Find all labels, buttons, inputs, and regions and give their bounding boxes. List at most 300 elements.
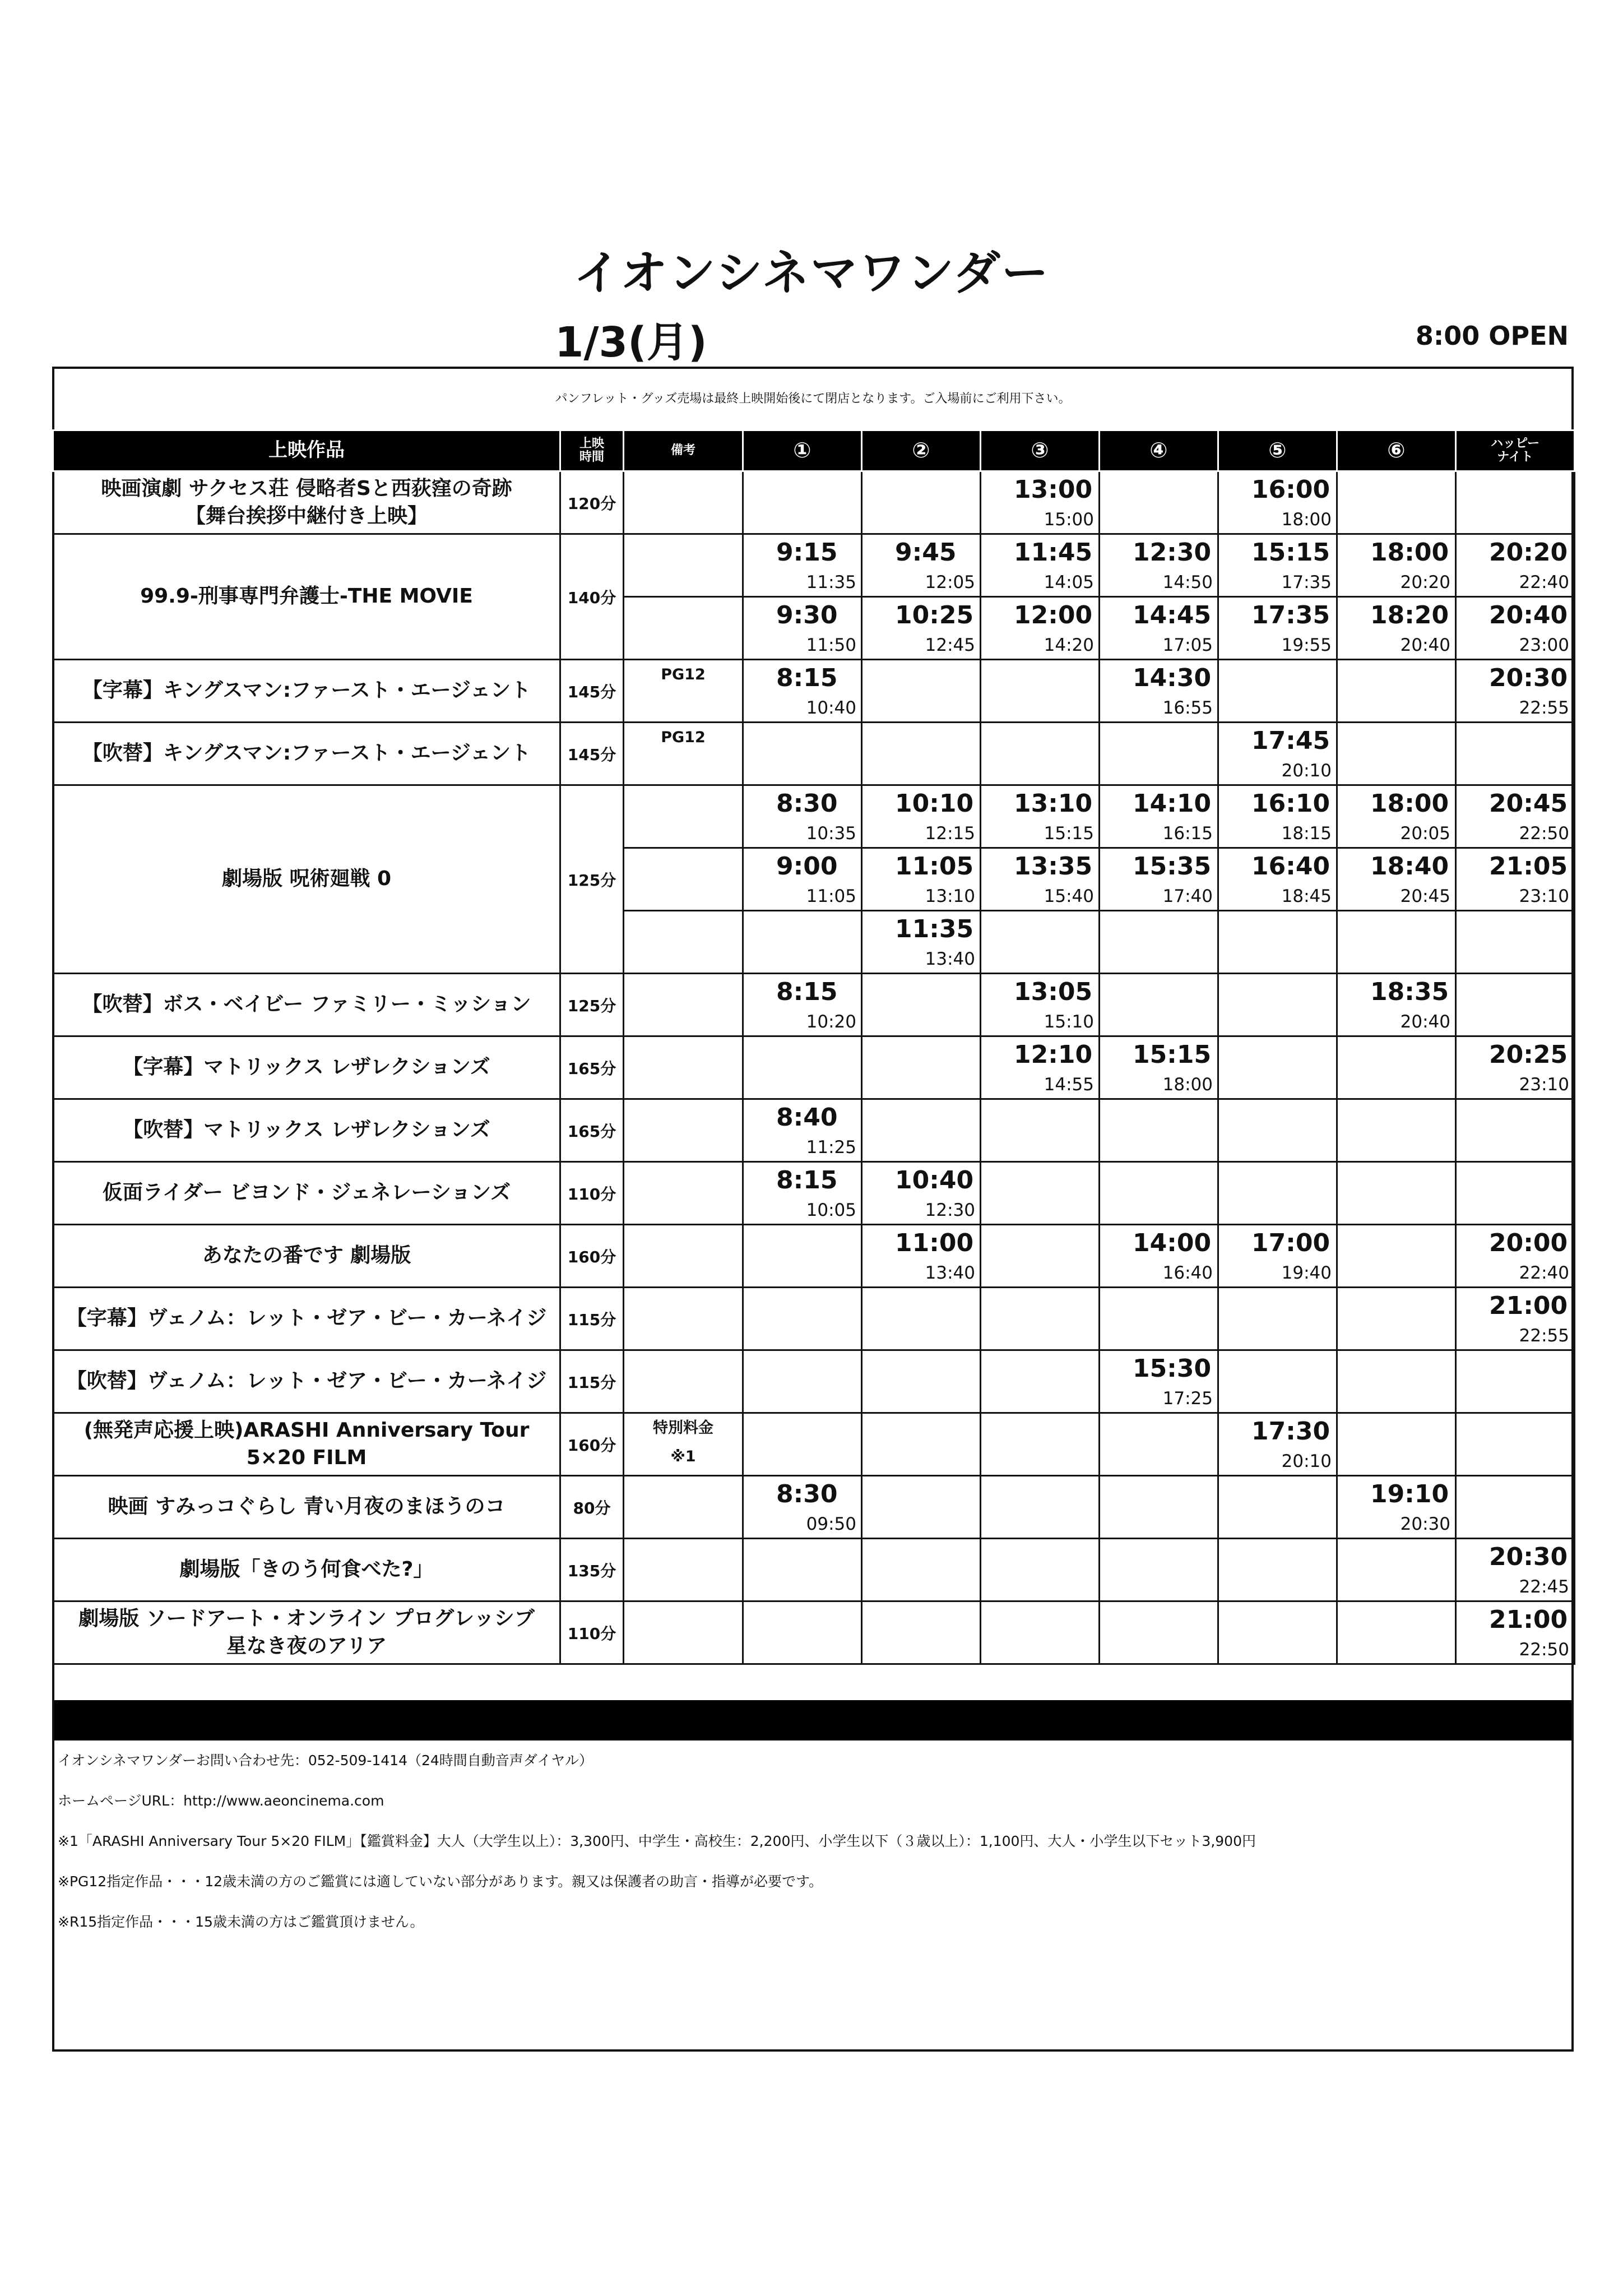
showtime-slot	[981, 534, 1100, 597]
movie-title: 劇場版 呪術廻戦 0	[53, 785, 560, 974]
end-time: 20:40	[1400, 1012, 1450, 1032]
start-time: 8:30	[776, 789, 838, 818]
showtime-slot	[981, 974, 1100, 1036]
end-time: 19:40	[1281, 1263, 1332, 1283]
showtime-slot	[743, 471, 862, 534]
movie-row	[53, 1476, 1575, 1539]
showtime-slot	[862, 1601, 981, 1664]
happy-night-slot	[1456, 1601, 1575, 1664]
end-time: 23:00	[1519, 635, 1569, 655]
header-slot-2: ②	[862, 430, 981, 471]
start-time: 18:00	[1370, 789, 1449, 818]
end-time: 18:00	[1162, 1075, 1213, 1095]
movie-title: 【字幕】キングスマン:ファースト・エージェント	[53, 660, 560, 723]
showtime-slot	[1218, 1162, 1337, 1225]
showtime-slot	[1337, 471, 1456, 534]
start-time: 15:15	[1133, 1040, 1212, 1069]
header-row	[53, 430, 1575, 471]
movie-row	[53, 723, 1575, 785]
movie-row	[53, 1539, 1575, 1601]
movie-note	[624, 974, 743, 1036]
movie-title: 劇場版「きのう何食べた?」	[53, 1539, 560, 1601]
happy-night-slot	[1456, 723, 1575, 785]
showtime-slot	[1218, 974, 1337, 1036]
start-time: 21:05	[1489, 852, 1568, 881]
showtime-slot	[1100, 1036, 1218, 1099]
happy-night-slot	[1456, 471, 1575, 534]
start-time: 13:05	[1014, 978, 1093, 1006]
shop-notice: パンフレット・グッズ売場は最終上映開始後にて閉店となります。ご入場前にご利用下さい。	[555, 392, 1071, 406]
start-time: 12:00	[1014, 601, 1093, 629]
end-time: 14:50	[1162, 572, 1213, 592]
showtime-slot	[1100, 911, 1218, 974]
showtime-slot	[1218, 597, 1337, 660]
showtime-slot	[1218, 1350, 1337, 1413]
movie-title: 【吹替】ヴェノム：レット・ゼア・ビー・カーネイジ	[53, 1350, 560, 1413]
showtime-slot	[743, 1601, 862, 1664]
showtime-slot	[1100, 1225, 1218, 1288]
showtime-slot	[1337, 1099, 1456, 1162]
showtime-slot	[1337, 1036, 1456, 1099]
showtime-slot	[981, 1539, 1100, 1601]
showtime-slot	[981, 1413, 1100, 1476]
movie-row	[53, 974, 1575, 1036]
showtime-slot	[981, 723, 1100, 785]
movie-title: 【吹替】マトリックス レザレクションズ	[53, 1099, 560, 1162]
showtime-slot	[1100, 1350, 1218, 1413]
showtime-slot	[1218, 1288, 1337, 1350]
start-time: 18:35	[1370, 978, 1449, 1006]
movie-note	[624, 1288, 743, 1350]
end-time: 11:05	[806, 886, 856, 906]
showtime-slot	[1100, 1476, 1218, 1539]
movie-duration: 110分	[560, 1601, 624, 1664]
end-time: 12:15	[925, 823, 975, 844]
header-slot-6: ⑥	[1337, 430, 1456, 471]
movie-duration: 120分	[560, 471, 624, 534]
start-time: 21:00	[1489, 1605, 1568, 1634]
header-note: 備考	[624, 430, 743, 471]
start-time: 9:15	[776, 538, 838, 567]
showtime-slot	[1337, 1413, 1456, 1476]
showtime-slot	[1100, 660, 1218, 723]
movie-row	[53, 1225, 1575, 1288]
showtime-slot	[1100, 723, 1218, 785]
happy-night-slot	[1456, 974, 1575, 1036]
start-time: 18:00	[1370, 538, 1449, 567]
start-time: 10:40	[895, 1166, 974, 1195]
happy-night-slot	[1456, 1288, 1575, 1350]
movie-duration: 110分	[560, 1162, 624, 1225]
movie-note: PG12	[624, 660, 743, 723]
showtime-slot	[1337, 785, 1456, 848]
end-time: 18:15	[1281, 823, 1332, 844]
showtime-slot	[862, 785, 981, 848]
end-time: 16:15	[1162, 823, 1213, 844]
start-time: 10:25	[895, 601, 974, 629]
showtime-slot	[743, 1099, 862, 1162]
showtime-slot	[862, 974, 981, 1036]
start-time: 16:00	[1251, 475, 1330, 504]
start-time: 8:30	[776, 1480, 838, 1508]
showtime-slot	[1218, 471, 1337, 534]
showtime-slot	[1218, 1539, 1337, 1601]
divider-bar	[54, 1700, 1571, 1740]
start-time: 11:05	[895, 852, 974, 881]
header-duration-l2: 時間	[579, 450, 604, 464]
movie-title: 【字幕】マトリックス レザレクションズ	[53, 1036, 560, 1099]
showtime-slot	[1337, 723, 1456, 785]
movie-title: 99.9-刑事専門弁護士-THE MOVIE	[53, 534, 560, 660]
movie-title: 映画 すみっコぐらし 青い月夜のまほうのコ	[53, 1476, 560, 1539]
start-time: 17:35	[1251, 601, 1330, 629]
schedule-body	[53, 471, 1575, 1664]
showtime-slot	[981, 1350, 1100, 1413]
movie-row	[53, 1036, 1575, 1099]
movie-note: 特別料金 ※1	[624, 1413, 743, 1476]
start-time: 8:15	[776, 978, 838, 1006]
happy-night-slot	[1456, 534, 1575, 597]
end-time: 17:05	[1162, 635, 1213, 655]
showtime-slot	[1100, 785, 1218, 848]
showtime-slot	[1337, 534, 1456, 597]
showtime-slot	[1218, 785, 1337, 848]
end-time: 22:40	[1519, 572, 1569, 592]
showtime-slot	[1218, 911, 1337, 974]
end-time: 15:40	[1044, 886, 1094, 906]
start-time: 20:30	[1489, 664, 1568, 692]
showtime-slot	[1100, 1539, 1218, 1601]
start-time: 9:45	[895, 538, 957, 567]
end-time: 15:10	[1044, 1012, 1094, 1032]
showtime-slot	[743, 534, 862, 597]
showtime-slot	[862, 471, 981, 534]
showtime-slot	[743, 1288, 862, 1350]
start-time: 13:35	[1014, 852, 1093, 881]
movie-note	[624, 471, 743, 534]
start-time: 18:20	[1370, 601, 1449, 629]
showtime-slot	[1337, 1350, 1456, 1413]
header-slot-5: ⑤	[1218, 430, 1337, 471]
schedule-table	[52, 429, 1575, 1665]
movie-note	[624, 1225, 743, 1288]
movie-title: 【字幕】ヴェノム：レット・ゼア・ビー・カーネイジ	[53, 1288, 560, 1350]
start-time: 20:00	[1489, 1229, 1568, 1257]
showtime-slot	[981, 1162, 1100, 1225]
end-time: 12:45	[925, 635, 975, 655]
start-time: 13:10	[1014, 789, 1093, 818]
showtime-slot	[1218, 1413, 1337, 1476]
showtime-slot	[1100, 1601, 1218, 1664]
movie-duration: 115分	[560, 1350, 624, 1413]
showtime-slot	[743, 1162, 862, 1225]
start-time: 12:10	[1014, 1040, 1093, 1069]
start-time: 21:00	[1489, 1292, 1568, 1320]
start-time: 12:30	[1133, 538, 1212, 567]
footer-homepage: ホームページURL：http://www.aeoncinema.com	[58, 1793, 384, 1809]
start-time: 20:25	[1489, 1040, 1568, 1069]
showtime-slot	[862, 1350, 981, 1413]
movie-duration: 165分	[560, 1099, 624, 1162]
start-time: 10:10	[895, 789, 974, 818]
movie-duration: 145分	[560, 723, 624, 785]
start-time: 15:15	[1251, 538, 1330, 567]
showtime-slot	[981, 911, 1100, 974]
showtime-slot	[743, 1350, 862, 1413]
end-time: 11:50	[806, 635, 856, 655]
end-time: 20:05	[1400, 823, 1450, 844]
happy-night-slot	[1456, 1413, 1575, 1476]
movie-row	[53, 785, 1575, 848]
showtime-slot	[981, 785, 1100, 848]
start-time: 11:45	[1014, 538, 1093, 567]
showtime-slot	[1100, 1099, 1218, 1162]
showtime-slot	[1218, 848, 1337, 911]
showtime-slot	[743, 1476, 862, 1539]
showtime-slot	[1337, 1476, 1456, 1539]
end-time: 20:40	[1400, 635, 1450, 655]
showtime-slot	[1337, 1288, 1456, 1350]
start-time: 14:45	[1133, 601, 1212, 629]
movie-duration: 80分	[560, 1476, 624, 1539]
showtime-slot	[1100, 974, 1218, 1036]
showtime-slot	[1337, 597, 1456, 660]
movie-note	[624, 1350, 743, 1413]
movie-duration: 125分	[560, 785, 624, 974]
showtime-slot	[1218, 1476, 1337, 1539]
header-slot-3: ③	[981, 430, 1100, 471]
showtime-slot	[1100, 1288, 1218, 1350]
schedule-date: 1/3(月)	[555, 318, 707, 367]
showtime-slot	[1218, 660, 1337, 723]
showtime-slot	[981, 1225, 1100, 1288]
movie-title: あなたの番です 劇場版	[53, 1225, 560, 1288]
start-time: 8:15	[776, 1166, 838, 1195]
end-time: 18:45	[1281, 886, 1332, 906]
showtime-slot	[1100, 848, 1218, 911]
showtime-slot	[743, 723, 862, 785]
showtime-slot	[862, 1413, 981, 1476]
footer-note1: ※1「ARASHI Anniversary Tour 5×20 FILM」【鑑賞料金】大人（大学生以上）：3,300円、中学生・高校生：2,200円、小学生以下（３歳以上）：1,100円、大人・小学生以下セット3,900円	[58, 1833, 1256, 1849]
movie-note	[624, 848, 743, 911]
movie-title: 映画演劇 サクセス荘 侵略者Sと西荻窪の奇跡 【舞台挨拶中継付き上映】	[53, 471, 560, 534]
happy-night-slot	[1456, 1476, 1575, 1539]
header-happy-night	[1456, 430, 1575, 471]
end-time: 13:10	[925, 886, 975, 906]
movie-row	[53, 1413, 1575, 1476]
end-time: 10:40	[806, 698, 856, 718]
end-time: 10:35	[806, 823, 856, 844]
showtime-slot	[981, 848, 1100, 911]
happy-night-slot	[1456, 785, 1575, 848]
showtime-slot	[981, 1601, 1100, 1664]
movie-title: 劇場版 ソードアート・オンライン プログレッシブ 星なき夜のアリア	[53, 1601, 560, 1664]
showtime-slot	[1218, 723, 1337, 785]
movie-note	[624, 911, 743, 974]
movie-row	[53, 1099, 1575, 1162]
end-time: 20:30	[1400, 1514, 1450, 1534]
end-time: 15:15	[1044, 823, 1094, 844]
happy-night-slot	[1456, 1036, 1575, 1099]
movie-title: 仮面ライダー ビヨンド・ジェネレーションズ	[53, 1162, 560, 1225]
showtime-slot	[1100, 1162, 1218, 1225]
header-duration	[560, 430, 624, 471]
happy-night-slot	[1456, 1162, 1575, 1225]
start-time: 17:30	[1251, 1417, 1330, 1446]
end-time: 22:55	[1519, 1326, 1569, 1346]
end-time: 18:00	[1281, 510, 1332, 530]
showtime-slot	[862, 723, 981, 785]
start-time: 13:00	[1014, 475, 1093, 504]
movie-duration: 125分	[560, 974, 624, 1036]
end-time: 11:35	[806, 572, 856, 592]
end-time: 10:20	[806, 1012, 856, 1032]
showtime-slot	[1337, 1225, 1456, 1288]
showtime-slot	[1100, 471, 1218, 534]
showtime-slot	[981, 660, 1100, 723]
movie-row	[53, 1288, 1575, 1350]
end-time: 13:40	[925, 949, 975, 969]
start-time: 8:15	[776, 664, 838, 692]
header-happy-l1: ハッピー	[1490, 436, 1540, 451]
start-time: 17:00	[1251, 1229, 1330, 1257]
header-slot-4: ④	[1100, 430, 1218, 471]
movie-note	[624, 1099, 743, 1162]
movie-duration: 140分	[560, 534, 624, 660]
showtime-slot	[743, 911, 862, 974]
movie-note	[624, 1476, 743, 1539]
end-time: 09:50	[806, 1514, 856, 1534]
showtime-slot	[743, 1413, 862, 1476]
showtime-slot	[1218, 1225, 1337, 1288]
movie-row	[53, 1350, 1575, 1413]
end-time: 13:40	[925, 1263, 975, 1283]
showtime-slot	[1337, 1539, 1456, 1601]
showtime-slot	[862, 534, 981, 597]
end-time: 17:35	[1281, 572, 1332, 592]
movie-row	[53, 534, 1575, 597]
showtime-slot	[1218, 1099, 1337, 1162]
happy-night-slot	[1456, 597, 1575, 660]
showtime-slot	[862, 1162, 981, 1225]
movie-row	[53, 1162, 1575, 1225]
showtime-slot	[862, 1225, 981, 1288]
showtime-slot	[862, 660, 981, 723]
showtime-slot	[1218, 1601, 1337, 1664]
happy-night-slot	[1456, 660, 1575, 723]
showtime-slot	[1337, 660, 1456, 723]
showtime-slot	[981, 1099, 1100, 1162]
showtime-slot	[743, 660, 862, 723]
start-time: 19:10	[1370, 1480, 1449, 1508]
movie-duration: 160分	[560, 1413, 624, 1476]
showtime-slot	[1337, 1162, 1456, 1225]
showtime-slot	[743, 785, 862, 848]
end-time: 20:45	[1400, 886, 1450, 906]
start-time: 9:00	[776, 852, 838, 881]
happy-night-slot	[1456, 1099, 1575, 1162]
showtime-slot	[1218, 1036, 1337, 1099]
movie-note	[624, 1601, 743, 1664]
end-time: 14:05	[1044, 572, 1094, 592]
end-time: 20:20	[1400, 572, 1450, 592]
footer-pg12: ※PG12指定作品・・・12歳未満の方のご鑑賞には適していない部分があります。親又は保護者の助言・指導が必要です。	[58, 1873, 823, 1890]
movie-duration: 115分	[560, 1288, 624, 1350]
happy-night-slot	[1456, 1539, 1575, 1601]
showtime-slot	[1100, 1413, 1218, 1476]
movie-duration: 135分	[560, 1539, 624, 1601]
end-time: 12:05	[925, 572, 975, 592]
end-time: 23:10	[1519, 1075, 1569, 1095]
movie-row	[53, 1601, 1575, 1664]
end-time: 20:10	[1281, 1451, 1332, 1471]
movie-note	[624, 1539, 743, 1601]
end-time: 17:25	[1162, 1388, 1213, 1409]
showtime-slot	[862, 1476, 981, 1539]
showtime-slot	[862, 848, 981, 911]
end-time: 10:05	[806, 1200, 856, 1220]
showtime-slot	[862, 1288, 981, 1350]
end-time: 16:40	[1162, 1263, 1213, 1283]
movie-title: (無発声応援上映)ARASHI Anniversary Tour 5×20 FILM	[53, 1413, 560, 1476]
start-time: 16:40	[1251, 852, 1330, 881]
showtime-slot	[743, 597, 862, 660]
movie-note	[624, 1036, 743, 1099]
start-time: 14:30	[1133, 664, 1212, 692]
start-time: 14:10	[1133, 789, 1212, 818]
open-time: 8:00 OPEN	[1415, 321, 1569, 351]
start-time: 20:30	[1489, 1543, 1568, 1571]
happy-night-slot	[1456, 1350, 1575, 1413]
end-time: 14:20	[1044, 635, 1094, 655]
showtime-slot	[1337, 848, 1456, 911]
schedule-frame	[52, 367, 1574, 2052]
movie-row	[53, 660, 1575, 723]
showtime-slot	[862, 1099, 981, 1162]
end-time: 11:25	[806, 1137, 856, 1158]
start-time: 16:10	[1251, 789, 1330, 818]
end-time: 16:55	[1162, 698, 1213, 718]
showtime-slot	[862, 911, 981, 974]
start-time: 20:45	[1489, 789, 1568, 818]
movie-duration: 145分	[560, 660, 624, 723]
end-time: 22:45	[1519, 1577, 1569, 1597]
start-time: 8:40	[776, 1103, 838, 1132]
movie-note	[624, 1162, 743, 1225]
end-time: 22:40	[1519, 1263, 1569, 1283]
showtime-slot	[981, 1288, 1100, 1350]
start-time: 11:35	[895, 915, 974, 943]
end-time: 14:55	[1044, 1075, 1094, 1095]
showtime-slot	[981, 597, 1100, 660]
start-time: 14:00	[1133, 1229, 1212, 1257]
end-time: 12:30	[925, 1200, 975, 1220]
start-time: 9:30	[776, 601, 838, 629]
showtime-slot	[743, 974, 862, 1036]
showtime-slot	[743, 848, 862, 911]
movie-row	[53, 471, 1575, 534]
movie-note	[624, 785, 743, 848]
showtime-slot	[743, 1225, 862, 1288]
header-happy-l2: ナイト	[1497, 450, 1533, 464]
start-time: 15:30	[1133, 1354, 1212, 1383]
showtime-slot	[1100, 597, 1218, 660]
end-time: 22:50	[1519, 823, 1569, 844]
showtime-slot	[743, 1539, 862, 1601]
end-time: 22:55	[1519, 698, 1569, 718]
showtime-slot	[981, 1036, 1100, 1099]
header-slot-1: ①	[743, 430, 862, 471]
